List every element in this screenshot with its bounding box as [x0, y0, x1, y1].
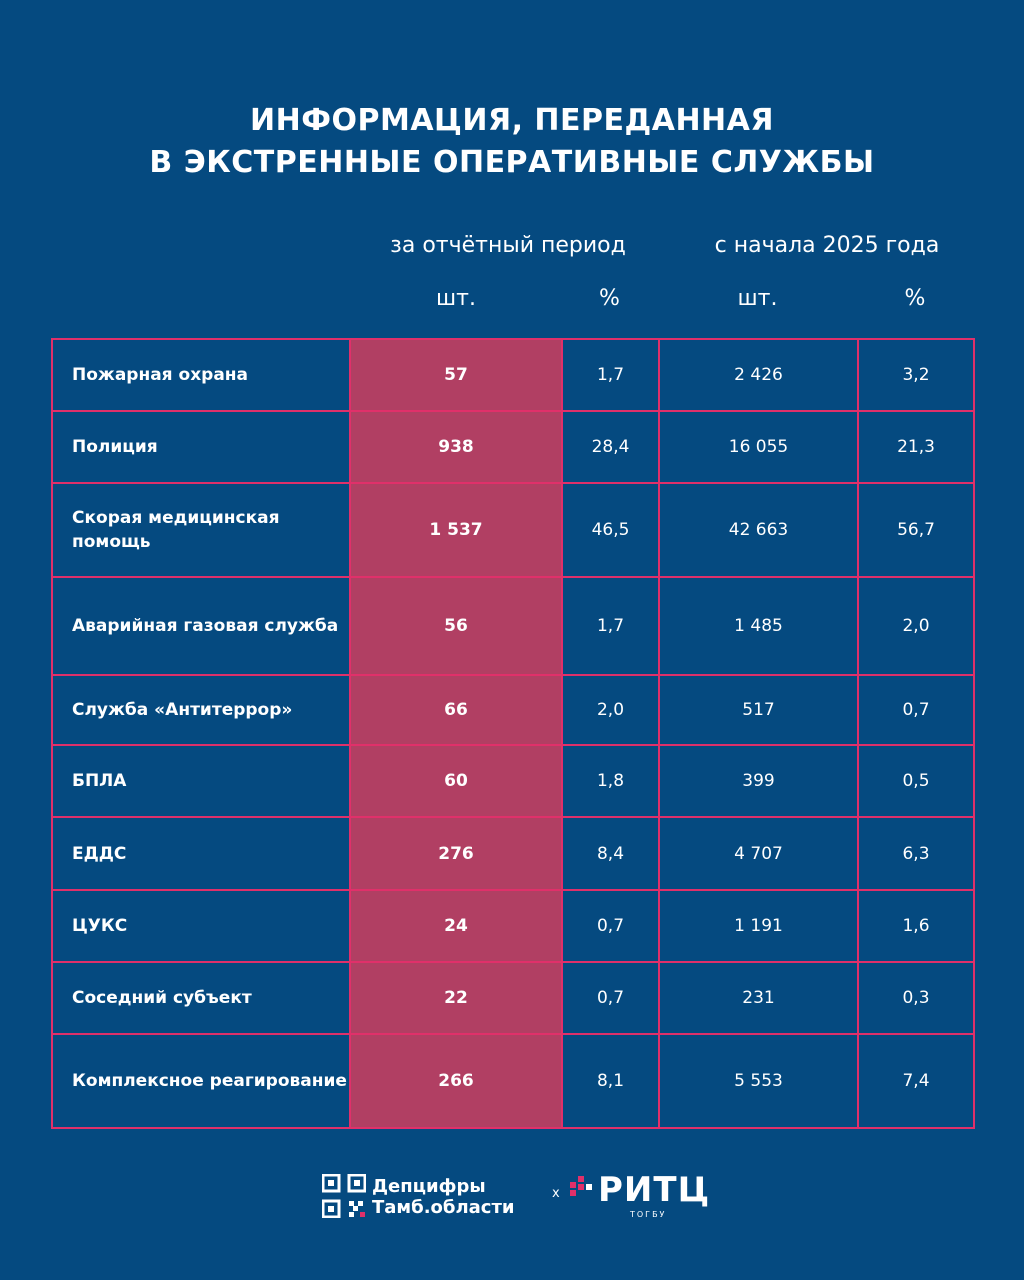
- period-count: 938: [350, 411, 562, 483]
- footer: [0, 1170, 1024, 1220]
- table-row: [52, 962, 974, 1034]
- year-pct: 0,5: [858, 745, 974, 817]
- year-pct: 6,3: [858, 817, 974, 890]
- year-count: 517: [659, 675, 858, 745]
- brand-depcifry: [372, 1176, 515, 1218]
- period-pct: 2,0: [562, 675, 659, 745]
- year-pct: 1,6: [858, 890, 974, 962]
- brand-depcifry-line2: Тамб.области: [372, 1197, 515, 1218]
- ritc-pixel-icon: [570, 1176, 600, 1206]
- period-count: 1 537: [350, 483, 562, 577]
- qr-logo-icon: [322, 1174, 366, 1218]
- year-count: 1 191: [659, 890, 858, 962]
- period-pct: 0,7: [562, 962, 659, 1034]
- year-count: 42 663: [659, 483, 858, 577]
- period-count: 276: [350, 817, 562, 890]
- table-row: [52, 577, 974, 675]
- service-name: Полиция: [52, 411, 350, 483]
- table-row: [52, 745, 974, 817]
- period-pct: 8,4: [562, 817, 659, 890]
- table-row: [52, 483, 974, 577]
- header-period-pct: %: [599, 286, 620, 311]
- service-name: Скорая медицинская помощь: [52, 483, 350, 577]
- year-count: 231: [659, 962, 858, 1034]
- year-pct: 0,7: [858, 675, 974, 745]
- period-count: 56: [350, 577, 562, 675]
- year-pct: 56,7: [858, 483, 974, 577]
- period-pct: 0,7: [562, 890, 659, 962]
- period-pct: 1,7: [562, 339, 659, 411]
- title-line-1: ИНФОРМАЦИЯ, ПЕРЕДАННАЯ: [250, 103, 774, 138]
- service-name: Соседний субъект: [52, 962, 350, 1034]
- services-table: [51, 338, 975, 1129]
- period-count: 24: [350, 890, 562, 962]
- brand-ritc: РИТЦ: [598, 1170, 711, 1210]
- header-period-units: шт.: [436, 286, 476, 311]
- table-row: [52, 817, 974, 890]
- service-name: БПЛА: [52, 745, 350, 817]
- period-count: 266: [350, 1034, 562, 1128]
- title-line-2: В ЭКСТРЕННЫЕ ОПЕРАТИВНЫЕ СЛУЖБЫ: [149, 145, 875, 180]
- year-count: 399: [659, 745, 858, 817]
- page-title: [0, 100, 1024, 184]
- service-name: Служба «Антитеррор»: [52, 675, 350, 745]
- period-pct: 1,7: [562, 577, 659, 675]
- header-since-units: шт.: [737, 286, 778, 311]
- service-name: ЕДДС: [52, 817, 350, 890]
- period-count: 66: [350, 675, 562, 745]
- header-period: за отчётный период: [390, 233, 626, 258]
- service-name: Пожарная охрана: [52, 339, 350, 411]
- year-pct: 21,3: [858, 411, 974, 483]
- year-pct: 7,4: [858, 1034, 974, 1128]
- period-pct: 8,1: [562, 1034, 659, 1128]
- brand-depcifry-line1: Депцифры: [372, 1176, 486, 1197]
- year-count: 2 426: [659, 339, 858, 411]
- year-pct: 3,2: [858, 339, 974, 411]
- service-name: ЦУКС: [52, 890, 350, 962]
- table-row: [52, 675, 974, 745]
- period-count: 57: [350, 339, 562, 411]
- brand-ritc-sub: ТОГБУ: [630, 1210, 667, 1219]
- service-name: Аварийная газовая служба: [52, 577, 350, 675]
- period-count: 22: [350, 962, 562, 1034]
- table-row: [52, 411, 974, 483]
- period-pct: 1,8: [562, 745, 659, 817]
- table-row: [52, 890, 974, 962]
- brand-cross: x: [552, 1186, 560, 1201]
- service-name: Комплексное реагирование: [52, 1034, 350, 1128]
- year-count: 4 707: [659, 817, 858, 890]
- table-row: [52, 1034, 974, 1128]
- period-count: 60: [350, 745, 562, 817]
- header-since-pct: %: [904, 286, 926, 311]
- header-since: с начала 2025 года: [714, 233, 940, 258]
- year-count: 5 553: [659, 1034, 858, 1128]
- period-pct: 46,5: [562, 483, 659, 577]
- table-row: [52, 339, 974, 411]
- year-pct: 2,0: [858, 577, 974, 675]
- period-pct: 28,4: [562, 411, 659, 483]
- year-pct: 0,3: [858, 962, 974, 1034]
- year-count: 1 485: [659, 577, 858, 675]
- year-count: 16 055: [659, 411, 858, 483]
